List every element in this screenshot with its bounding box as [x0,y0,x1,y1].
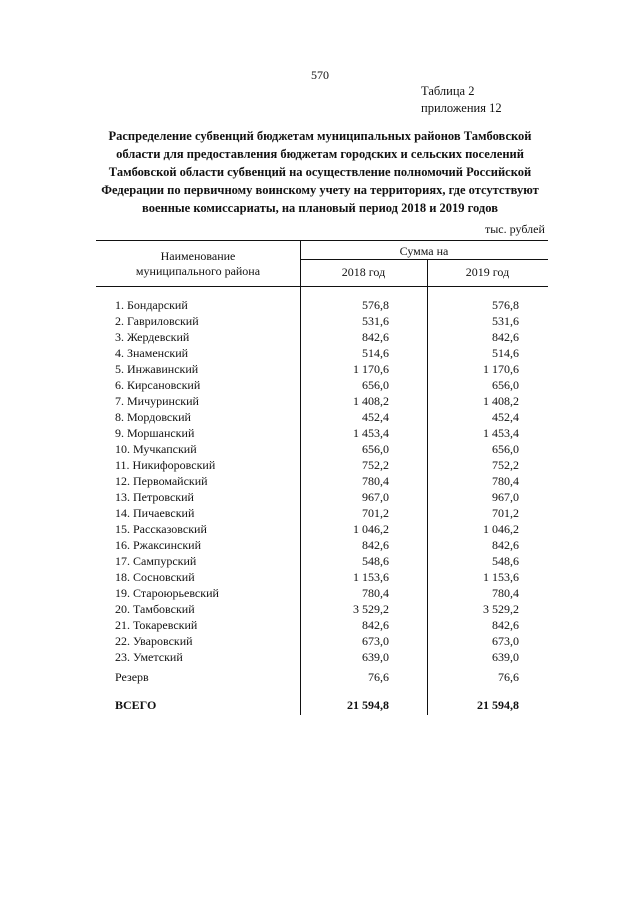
title-line3: Тамбовской области субвенций на осуществление полномочий Российской [108,165,532,179]
value-2018: 842,6 [362,538,389,552]
district-name: 3. Жердевский [115,330,190,344]
title-line4: Федерации по первичному воинскому учету на территориях, где отсутствуют [101,183,539,197]
header-name-line2: муниципального района [135,264,261,278]
value-2019: 701,2 [492,506,519,520]
district-name: 1. Бондарский [115,298,188,312]
district-name: 2. Гавриловский [115,314,199,328]
district-name: 14. Пичаевский [115,506,195,520]
table-row [0,618,640,634]
table-label-line1: Таблица 2 [421,84,475,98]
value-2019: 531,6 [492,314,519,328]
value-2019: 656,0 [492,442,519,456]
table-row-reserve [0,670,640,686]
document-title [100,127,540,217]
table-row [0,410,640,426]
table-top-rule [96,240,548,241]
district-name: 23. Уметский [115,650,183,664]
district-name: 9. Моршанский [115,426,195,440]
value-2018: 656,0 [362,442,389,456]
district-name: 10. Мучкапский [115,442,197,456]
value-2019: 780,4 [492,586,519,600]
page-number: 570 [311,68,329,82]
district-name: 8. Мордовский [115,410,191,424]
table-row [0,650,640,666]
value-2019: 842,6 [492,538,519,552]
table-row-total [0,698,640,714]
title-line1: Распределение субвенций бюджетам муниципальных районов Тамбовской [108,129,532,143]
table-row [0,426,640,442]
value-2019: 1 046,2 [483,522,519,536]
table-row [0,570,640,586]
district-name: 7. Мичуринский [115,394,199,408]
value-2019: 1 153,6 [483,570,519,584]
district-name: 17. Сампурский [115,554,197,568]
district-name: 20. Тамбовский [115,602,195,616]
value-2018: 656,0 [362,378,389,392]
district-name: 11. Никифоровский [115,458,216,472]
table-label-line2: приложения 12 [421,101,502,115]
value-2018: 531,6 [362,314,389,328]
district-name: 19. Староюрьевский [115,586,219,600]
value-2019: 842,6 [492,618,519,632]
title-line2: области для предоставления бюджетам городских и сельских поселений [116,147,524,161]
table-row [0,362,640,378]
district-name: 21. Токаревский [115,618,198,632]
value-2019: 967,0 [492,490,519,504]
value-2018: 752,2 [362,458,389,472]
value-2018: 967,0 [362,490,389,504]
value-2019: 1 453,4 [483,426,519,440]
value-2019: 1 170,6 [483,362,519,376]
district-name: 18. Сосновский [115,570,195,584]
value-2019: 639,0 [492,650,519,664]
table-row [0,458,640,474]
value-2018: 576,8 [362,298,389,312]
header-year-2018: 2018 год [341,265,386,279]
units-label: тыс. рублей [485,222,545,236]
value-2018: 780,4 [362,586,389,600]
district-name: 6. Кирсановский [115,378,201,392]
table-row [0,506,640,522]
header-bottom-rule [96,286,548,287]
total-label: ВСЕГО [115,698,157,712]
title-line5: военные комиссариаты, на плановый период 2018 и 2019 годов [142,201,498,215]
district-name: 5. Инжавинский [115,362,199,376]
value-2018: 76,6 [368,670,389,684]
value-2018: 1 453,4 [353,426,389,440]
value-2018: 514,6 [362,346,389,360]
table-row [0,554,640,570]
table-row [0,634,640,650]
table-row [0,586,640,602]
table-row [0,442,640,458]
value-2018: 1 408,2 [353,394,389,408]
table-row [0,522,640,538]
value-2019: 673,0 [492,634,519,648]
table-row [0,346,640,362]
value-2019: 548,6 [492,554,519,568]
table-row [0,330,640,346]
value-2019: 3 529,2 [483,602,519,616]
value-2018: 780,4 [362,474,389,488]
header-mid-rule [300,259,548,260]
table-row [0,602,640,618]
table-row [0,474,640,490]
table-row [0,490,640,506]
value-2019: 780,4 [492,474,519,488]
value-2019: 576,8 [492,298,519,312]
value-2018: 701,2 [362,506,389,520]
table-row [0,394,640,410]
value-2019: 76,6 [498,670,519,684]
value-2019: 752,2 [492,458,519,472]
value-2018: 1 153,6 [353,570,389,584]
value-2018: 639,0 [362,650,389,664]
value-2018: 452,4 [362,410,389,424]
district-name: 4. Знаменский [115,346,189,360]
value-2019: 842,6 [492,330,519,344]
header-name-line1: Наименование [160,249,236,263]
table-row [0,378,640,394]
table-row [0,298,640,314]
district-name: 15. Рассказовский [115,522,207,536]
district-name: 22. Уваровский [115,634,193,648]
total-2019: 21 594,8 [477,698,519,712]
table-row [0,538,640,554]
value-2019: 452,4 [492,410,519,424]
value-2018: 1 170,6 [353,362,389,376]
value-2019: 656,0 [492,378,519,392]
district-name: 12. Первомайский [115,474,208,488]
value-2018: 1 046,2 [353,522,389,536]
reserve-label: Резерв [115,670,149,684]
value-2018: 673,0 [362,634,389,648]
table-row [0,314,640,330]
value-2018: 548,6 [362,554,389,568]
value-2018: 3 529,2 [353,602,389,616]
district-name: 13. Петровский [115,490,194,504]
header-year-2019: 2019 год [465,265,510,279]
header-sum-label: Сумма на [399,244,449,258]
value-2018: 842,6 [362,618,389,632]
value-2019: 514,6 [492,346,519,360]
district-name: 16. Ржаксинский [115,538,201,552]
value-2018: 842,6 [362,330,389,344]
total-2018: 21 594,8 [347,698,389,712]
value-2019: 1 408,2 [483,394,519,408]
